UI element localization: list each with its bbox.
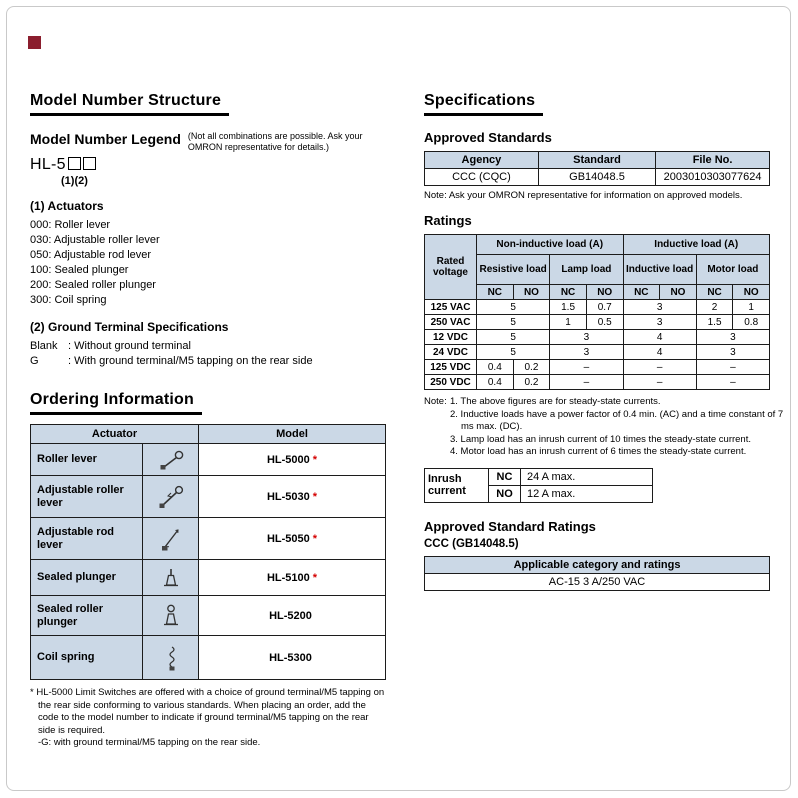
approved-standards-data-row	[425, 169, 770, 186]
note-item: 4. Motor load has an inrush current of 6 times the steady-state current.	[450, 446, 747, 457]
model-number: HL-5300	[269, 651, 312, 664]
table-row	[31, 518, 386, 560]
rating-value: 0.2	[513, 360, 550, 375]
approved-standards-note: Note: Ask your OMRON representative for information on approved models.	[424, 190, 743, 201]
model-digit-box-2	[83, 157, 96, 170]
model-asterisk: *	[312, 490, 318, 503]
inrush-row	[425, 468, 653, 485]
actuator-code: 050: Adjustable rod lever	[30, 249, 152, 261]
rating-value: –	[696, 360, 769, 375]
actuator-name: Coil spring	[31, 636, 143, 680]
table-row	[31, 560, 386, 596]
agency-value: CCC (CQC)	[425, 169, 539, 186]
applicable-category-value: AC-15 3 A/250 VAC	[425, 573, 770, 590]
inrush-current-table	[424, 468, 653, 503]
rating-value: 0.8	[733, 315, 770, 330]
note-label: Note:	[424, 396, 447, 407]
model-digit-box-1	[68, 157, 81, 170]
model-number: HL-5100	[266, 571, 310, 584]
rating-value: 1.5	[550, 300, 587, 315]
applicable-category-header: Applicable category and ratings	[425, 556, 770, 573]
rating-value: 3	[550, 330, 623, 345]
ground-option	[30, 339, 386, 354]
rating-value: 5	[477, 315, 550, 330]
rating-value: 1	[733, 300, 770, 315]
no-header: NO	[586, 285, 623, 300]
rated-voltage-header: Rated voltage	[425, 235, 477, 300]
file-no-value: 2003010303077624	[656, 169, 770, 186]
note-item: 1. The above figures are for steady-state currents.	[450, 396, 661, 407]
column-header-standard: Standard	[538, 152, 655, 169]
rating-value: 4	[623, 330, 696, 345]
actuator-name: Adjustable rod lever	[31, 518, 143, 560]
voltage-label: 250 VAC	[425, 315, 477, 330]
rating-value: 5	[477, 345, 550, 360]
adjustable-roller-lever-icon	[156, 484, 186, 510]
ordering-information-title: Ordering Information	[30, 391, 202, 415]
ordering-footnote	[30, 687, 386, 750]
ground-desc: : Without ground terminal	[68, 340, 191, 352]
ordering-table	[30, 424, 386, 680]
nc-header: NC	[696, 285, 733, 300]
actuator-name: Sealed roller plunger	[31, 596, 143, 636]
actuators-heading: (1) Actuators	[30, 199, 104, 213]
approved-standards-table	[424, 151, 770, 186]
column-header-model: Model	[199, 425, 386, 444]
legend-note: (Not all combinations are possible. Ask your OMRON representative for details.)	[187, 131, 363, 152]
ordering-header-row	[31, 425, 386, 444]
rating-value: –	[623, 360, 696, 375]
ratings-title: Ratings	[424, 213, 472, 228]
resistive-load-header: Resistive load	[477, 255, 550, 285]
specifications-title: Specifications	[424, 92, 543, 116]
ground-terminal-heading: (2) Ground Terminal Specifications	[30, 320, 229, 334]
actuator-code: 200: Sealed roller plunger	[30, 279, 156, 291]
rating-value: 3	[550, 345, 623, 360]
rating-value: –	[550, 375, 623, 390]
voltage-label: 125 VAC	[425, 300, 477, 315]
ground-option	[30, 354, 386, 369]
approved-standards-title: Approved Standards	[424, 130, 552, 145]
rating-value: 0.2	[513, 375, 550, 390]
nc-header: NC	[477, 285, 514, 300]
rating-value: 1.5	[696, 315, 733, 330]
actuator-name: Roller lever	[31, 444, 143, 476]
motor-load-header: Motor load	[696, 255, 769, 285]
no-label: NO	[489, 485, 521, 502]
rating-value: 4	[623, 345, 696, 360]
rating-value: 2	[696, 300, 733, 315]
actuator-code: 030: Adjustable roller lever	[30, 234, 160, 246]
no-header: NO	[660, 285, 697, 300]
non-inductive-load-header: Non-inductive load (A)	[477, 235, 624, 255]
model-number: HL-5050	[266, 532, 310, 545]
ratings-notes	[424, 396, 784, 459]
digit-position-labels: (1)(2)	[61, 175, 88, 187]
rating-value: 0.4	[477, 375, 514, 390]
ground-terminal-options	[30, 339, 386, 369]
rating-value: 0.7	[586, 300, 623, 315]
actuator-code-list	[30, 218, 386, 308]
left-column	[30, 92, 386, 750]
ratings-row	[425, 330, 770, 345]
model-number-legend	[30, 131, 386, 153]
ratings-row	[425, 375, 770, 390]
actuator-code: 300: Coil spring	[30, 294, 107, 306]
rating-value: –	[696, 375, 769, 390]
approved-standards-header-row	[425, 152, 770, 169]
standard-value: GB14048.5	[538, 169, 655, 186]
model-number: HL-5000	[266, 453, 310, 466]
actuator-name: Sealed plunger	[31, 560, 143, 596]
applicable-category-table	[424, 556, 770, 591]
model-asterisk: *	[312, 532, 318, 545]
ratings-table	[424, 234, 770, 390]
ratings-header-row-1	[425, 235, 770, 255]
table-row	[31, 636, 386, 680]
ratings-row	[425, 300, 770, 315]
inductive-load-header: Inductive load (A)	[623, 235, 770, 255]
inrush-current-label: Inrush current	[425, 468, 489, 502]
rating-value: 0.4	[477, 360, 514, 375]
voltage-label: 250 VDC	[425, 375, 477, 390]
actuator-code: 100: Sealed plunger	[30, 264, 129, 276]
nc-label: NC	[489, 468, 521, 485]
voltage-label: 125 VDC	[425, 360, 477, 375]
table-row	[31, 476, 386, 518]
sealed-plunger-icon	[156, 566, 186, 590]
model-asterisk: *	[312, 571, 318, 584]
column-header-file-no: File No.	[656, 152, 770, 169]
model-prefix: HL-5	[30, 156, 66, 173]
ratings-header-row-3	[425, 285, 770, 300]
category-value-row	[425, 573, 770, 590]
inrush-nc-value: 24 A max.	[521, 468, 653, 485]
sealed-roller-plunger-icon	[156, 603, 186, 629]
rating-value: 0.5	[586, 315, 623, 330]
roller-lever-icon	[156, 448, 186, 472]
actuator-name: Adjustable roller lever	[31, 476, 143, 518]
model-number: HL-5030	[266, 490, 310, 503]
ground-code: G	[30, 355, 39, 367]
model-number: HL-5200	[269, 609, 312, 622]
ratings-row	[425, 315, 770, 330]
ccc-subtitle: CCC (GB14048.5)	[424, 537, 519, 550]
ratings-header-row-2	[425, 255, 770, 285]
rating-value: 1	[550, 315, 587, 330]
voltage-label: 12 VDC	[425, 330, 477, 345]
category-header-row	[425, 556, 770, 573]
inductive-load-subheader: Inductive load	[623, 255, 696, 285]
note-item: 2. Inductive loads have a power factor of 0.4 min. (AC) and a time constant of 7 ms max. (DC).	[450, 408, 784, 432]
nc-header: NC	[623, 285, 660, 300]
note-item: 3. Lamp load has an inrush current of 10 times the steady-state current.	[450, 433, 751, 445]
inrush-no-value: 12 A max.	[521, 485, 653, 502]
actuator-code: 000: Roller lever	[30, 219, 111, 231]
rating-value: 5	[477, 300, 550, 315]
voltage-label: 24 VDC	[425, 345, 477, 360]
model-number-structure-title: Model Number Structure	[30, 92, 229, 116]
rating-value: 3	[696, 345, 769, 360]
ground-desc: : With ground terminal/M5 tapping on the rear side	[68, 355, 313, 367]
approved-standard-ratings-title: Approved Standard Ratings	[424, 518, 596, 534]
rating-value: 3	[696, 330, 769, 345]
column-header-actuator: Actuator	[31, 425, 199, 444]
model-number-pattern	[30, 156, 386, 174]
ratings-row	[425, 345, 770, 360]
rating-value: –	[550, 360, 623, 375]
adjustable-rod-lever-icon	[156, 526, 186, 552]
rating-value: 3	[623, 315, 696, 330]
corner-mark	[28, 36, 41, 49]
ground-code: Blank	[30, 340, 58, 352]
no-header: NO	[513, 285, 550, 300]
rating-value: 3	[623, 300, 696, 315]
legend-title: Model Number Legend	[30, 131, 181, 147]
rating-value: –	[623, 375, 696, 390]
rating-value: 5	[477, 330, 550, 345]
table-row	[31, 596, 386, 636]
ratings-row	[425, 360, 770, 375]
column-header-agency: Agency	[425, 152, 539, 169]
footnote-g-text: -G: with ground terminal/M5 tapping on the rear side.	[38, 737, 261, 748]
right-column	[424, 92, 784, 591]
no-header: NO	[733, 285, 770, 300]
lamp-load-header: Lamp load	[550, 255, 623, 285]
coil-spring-icon	[156, 644, 186, 672]
model-asterisk: *	[312, 453, 318, 466]
nc-header: NC	[550, 285, 587, 300]
table-row	[31, 444, 386, 476]
footnote-star-text: * HL-5000 Limit Switches are offered with a choice of ground terminal/M5 tapping on the rear side conforming to various standards. When placing an order, add the code to the model number to indicate if ground terminal/M5 tapping on the rear side is required.	[30, 687, 385, 736]
